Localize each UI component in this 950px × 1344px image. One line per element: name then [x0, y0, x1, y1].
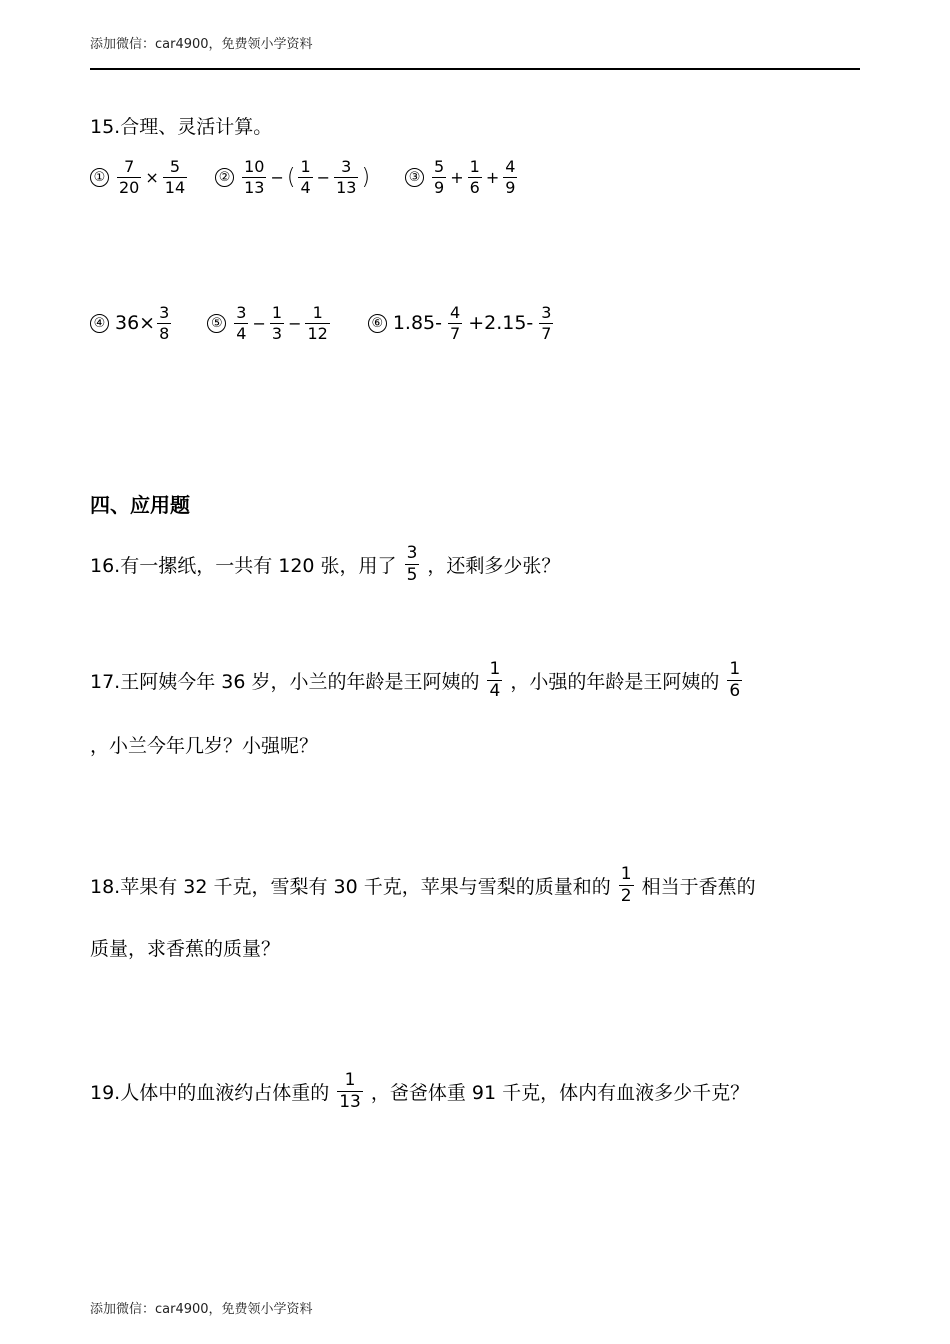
mark-3: ③ [405, 168, 424, 187]
fraction: $\frac{1}{6}$ [469, 157, 480, 197]
q15-title: 15.合理、灵活计算。 [90, 116, 273, 138]
expr-3: ③ $\frac{5}{9}$ + $\frac{1}{6}$ + $\frac{4}{9}$ [405, 158, 519, 196]
fraction: $\frac{4}{9}$ [505, 157, 516, 197]
page-footer: 添加微信：car4900，免费领小学资料 [90, 1302, 313, 1317]
mark-4: ④ [90, 314, 109, 333]
q16: 16.有一摞纸，一共有 120 张，用了 $\frac{3}{5}$ ，还剩多少张？ [90, 543, 561, 585]
q18-line-2: 质量，求香蕉的质量？ [90, 938, 281, 960]
expr-1: ① $\frac{7}{20}$ × $\frac{5}{14}$ [90, 158, 189, 196]
fraction: $\frac{1}{13}$ [339, 1070, 361, 1112]
fraction: $\frac{3}{13}$ [336, 157, 357, 197]
fraction: $\frac{1}{4}$ [300, 157, 311, 197]
fraction: $\frac{3}{8}$ [159, 303, 170, 343]
q18-line-1: 18.苹果有 32 千克，雪梨有 30 千克，苹果与雪梨的质量和的 $\frac{1}{2}$ 相当于香蕉的 [90, 864, 756, 906]
fraction: $\frac{1}{12}$ [307, 303, 328, 343]
expr-6: ⑥ 1.85- $\frac{4}{7}$ +2.15- $\frac{3}{7}$ [368, 304, 560, 342]
fraction: $\frac{3}{5}$ [406, 543, 418, 585]
expr-4: ④ 36× $\frac{3}{8}$ [90, 304, 173, 342]
fraction: $\frac{1}{4}$ [489, 659, 501, 701]
mark-6: ⑥ [368, 314, 387, 333]
page-header: 添加微信：car4900，免费领小学资料 [90, 37, 313, 52]
fraction: $\frac{10}{13}$ [244, 157, 265, 197]
fraction: $\frac{7}{20}$ [119, 157, 140, 197]
mark-5: ⑤ [207, 314, 226, 333]
fraction: $\frac{5}{14}$ [164, 157, 186, 197]
q15-row-2 [90, 304, 585, 342]
mark-1: ① [90, 168, 109, 187]
fraction: $\frac{1}{2}$ [620, 864, 632, 906]
q17-line-2: ，小兰今年几岁？小强呢？ [90, 735, 319, 757]
section-title: 四、应用题 [90, 493, 190, 517]
fraction: $\frac{5}{9}$ [434, 157, 445, 197]
fraction: $\frac{1}{3}$ [271, 303, 283, 343]
fraction: $\frac{1}{6}$ [729, 659, 741, 701]
expr-2: ② $\frac{10}{13}$ − ( $\frac{1}{4}$ − $\frac{3}{13}$ ) [215, 158, 371, 196]
q15-row-1 [90, 158, 545, 196]
mark-2: ② [215, 168, 234, 187]
expr-5: ⑤ $\frac{3}{4}$ − $\frac{1}{3}$ − $\frac{1}{12}$ [207, 304, 332, 342]
header-divider [90, 68, 860, 70]
q17-line-1: 17.王阿姨今年 36 岁，小兰的年龄是王阿姨的 $\frac{1}{4}$ ，小强的年龄是王阿姨的 $\frac{1}{6}$ [90, 659, 741, 701]
fraction: $\frac{3}{4}$ [236, 303, 247, 343]
fraction: $\frac{4}{7}$ [450, 303, 461, 343]
fraction: $\frac{3}{7}$ [541, 303, 552, 343]
q19: 19.人体中的血液约占体重的 $\frac{1}{13}$ ，爸爸体重 91 千克，体内有血液多少千克？ [90, 1070, 750, 1112]
